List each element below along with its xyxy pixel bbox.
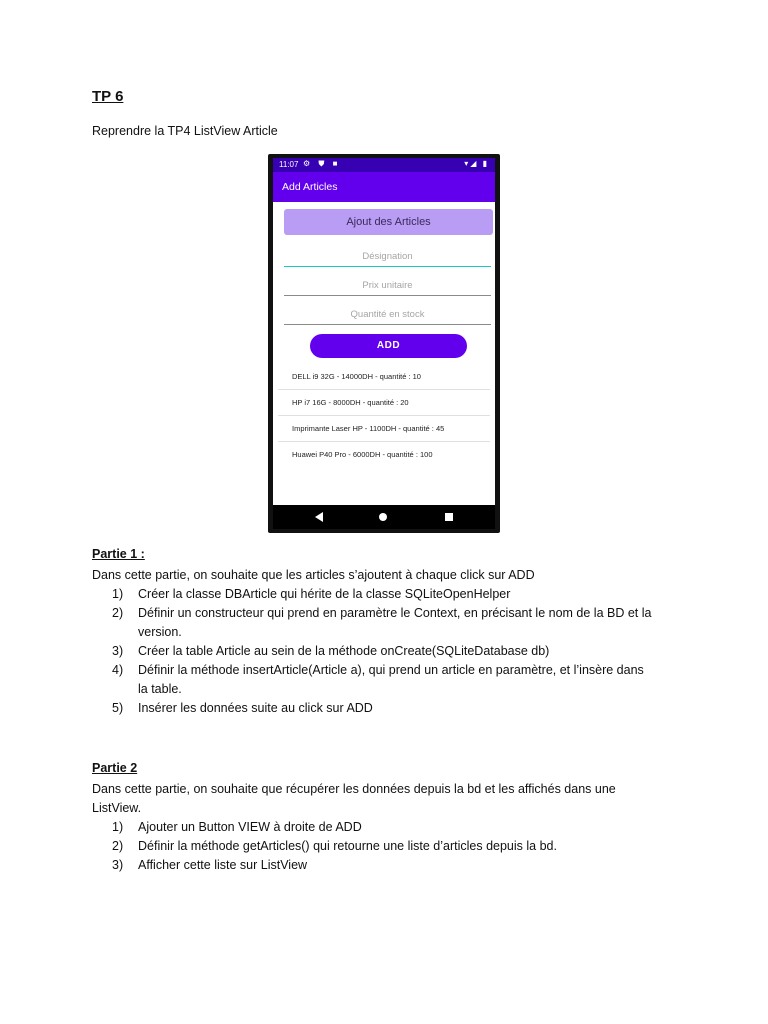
- list-item: [92, 699, 692, 718]
- phone-screenshot: [268, 154, 500, 533]
- step-text: Créer la table Article au sein de la méthode onCreate(SQLiteDatabase db): [138, 644, 550, 658]
- quantite-stock-input[interactable]: [284, 306, 491, 325]
- prix-unitaire-input[interactable]: [284, 277, 491, 296]
- list-item[interactable]: DELL i9 32G - 14000DH - quantité : 10: [278, 364, 490, 390]
- doc-title: TP 6: [92, 88, 124, 105]
- list-item[interactable]: HP i7 16G - 8000DH - quantité : 20: [278, 390, 490, 416]
- header-label: Ajout des Articles: [284, 209, 493, 235]
- status-time: 11:07: [279, 160, 299, 169]
- step-text: Créer la classe DBArticle qui hérite de la classe SQLiteOpenHelper: [138, 587, 511, 601]
- article-listview: [278, 364, 490, 467]
- nav-bar: [273, 505, 495, 529]
- list-item: [92, 856, 692, 875]
- designation-input[interactable]: [284, 248, 491, 267]
- list-item: [92, 642, 692, 661]
- step-text: Définir un constructeur qui prend en paramètre le Context, en précisant le nom de la BD et la: [138, 606, 652, 620]
- step-number: 4): [112, 663, 124, 677]
- app-title: Add Articles: [282, 181, 338, 193]
- list-item: [92, 604, 692, 642]
- step-number: 5): [112, 701, 124, 715]
- step-number: 3): [112, 858, 124, 872]
- back-icon[interactable]: [315, 512, 323, 522]
- step-text-cont: version.: [138, 625, 182, 639]
- step-number: 3): [112, 644, 124, 658]
- list-item: [92, 837, 692, 856]
- step-text-cont: la table.: [138, 682, 182, 696]
- step-text: Définir la méthode getArticles() qui retourne une liste d’articles depuis la bd.: [138, 839, 557, 853]
- intro-text: Reprendre la TP4 ListView Article: [92, 124, 278, 138]
- step-number: 1): [112, 820, 124, 834]
- partie1-steps: [92, 585, 692, 718]
- step-number: 1): [112, 587, 124, 601]
- list-item: [92, 818, 692, 837]
- list-item[interactable]: Imprimante Laser HP - 1100DH - quantité : 45: [278, 416, 490, 442]
- step-number: 2): [112, 606, 124, 620]
- partie1-intro: Dans cette partie, on souhaite que les articles s’ajoutent à chaque click sur ADD: [92, 568, 535, 582]
- step-text: Insérer les données suite au click sur ADD: [138, 701, 373, 715]
- partie2-intro-line: Dans cette partie, on souhaite que récupérer les données depuis la bd et les affichés dans une: [92, 782, 616, 796]
- recents-icon[interactable]: [445, 513, 453, 521]
- partie1-heading: Partie 1 :: [92, 547, 145, 561]
- status-notification-icons: ⚙ ⛊ ■: [303, 159, 341, 168]
- app-bar: [273, 172, 495, 202]
- step-number: 2): [112, 839, 124, 853]
- add-button[interactable]: ADD: [310, 334, 467, 358]
- status-signal-battery-icons: ▾◢ ▮: [464, 159, 489, 168]
- list-item: [92, 661, 692, 699]
- list-item[interactable]: Huawei P40 Pro - 6000DH - quantité : 100: [292, 450, 433, 459]
- list-item: [92, 585, 692, 604]
- phone-screen: [273, 158, 495, 529]
- partie2-intro-line: ListView.: [92, 801, 142, 815]
- partie2-steps: [92, 818, 692, 875]
- step-text: Ajouter un Button VIEW à droite de ADD: [138, 820, 362, 834]
- partie2-intro: [92, 780, 616, 818]
- status-bar: [273, 158, 495, 172]
- partie2-heading: Partie 2: [92, 761, 138, 775]
- home-icon[interactable]: [379, 513, 387, 521]
- step-text: Définir la méthode insertArticle(Article a), qui prend un article en paramètre, et l’insère dans: [138, 663, 644, 677]
- step-text: Afficher cette liste sur ListView: [138, 858, 308, 872]
